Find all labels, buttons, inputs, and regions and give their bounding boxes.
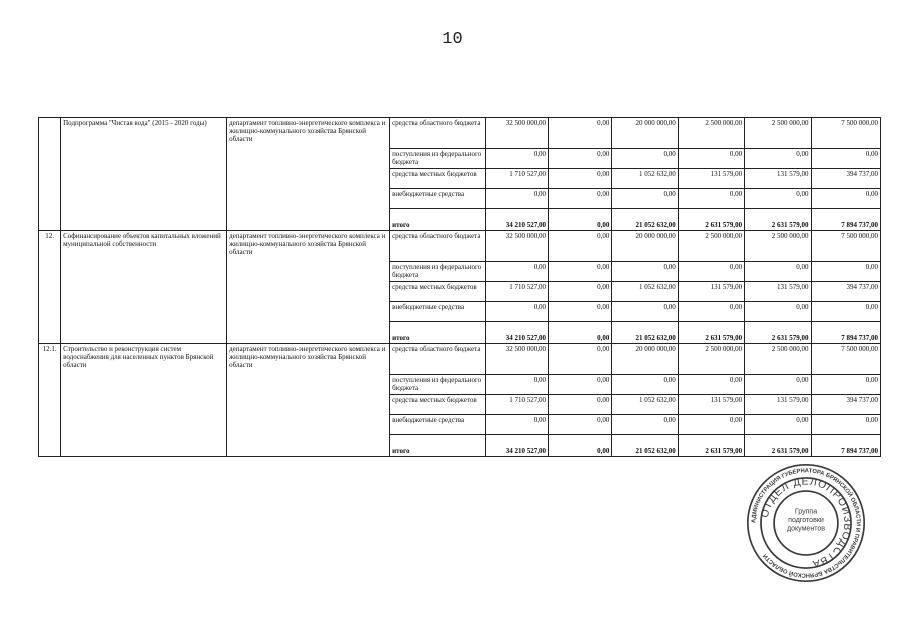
stamp-outer-text: АДМИНИСТРАЦИЯ ГУБЕРНАТОРА БРЯНСКОЙ ОБЛАСТИ И ПРАВИТЕЛЬСТВА БРЯНСКОЙ ОБЛАСТИ (751, 468, 861, 578)
amount-cell: 1 052 632,00 (612, 282, 678, 302)
amount-cell: 1 710 527,00 (485, 395, 548, 415)
funding-source: внебюджетные средства (390, 189, 486, 209)
funding-source: средства местных бюджетов (390, 395, 486, 415)
amount-cell: 2 631 579,00 (678, 322, 744, 344)
official-stamp (745, 462, 867, 584)
amount-cell: 34 210 527,00 (485, 209, 548, 231)
amount-cell: 0,00 (811, 149, 880, 169)
funding-source: итого (390, 209, 486, 231)
amount-cell: 0,00 (549, 375, 612, 395)
amount-cell: 0,00 (811, 415, 880, 435)
amount-cell: 0,00 (745, 189, 811, 209)
amount-cell: 2 500 000,00 (745, 118, 811, 149)
amount-cell: 2 631 579,00 (678, 209, 744, 231)
row-number: 12. (39, 231, 61, 344)
table-row (39, 118, 881, 149)
page-number: 10 (442, 30, 463, 49)
amount-cell: 1 710 527,00 (485, 282, 548, 302)
amount-cell: 0,00 (612, 302, 678, 322)
amount-cell: 0,00 (678, 375, 744, 395)
amount-cell: 0,00 (549, 302, 612, 322)
amount-cell: 2 631 579,00 (745, 435, 811, 457)
amount-cell: 131 579,00 (678, 169, 744, 189)
amount-cell: 0,00 (485, 375, 548, 395)
measure-name: Строительство и реконструкция систем водоснабжения для населенных пунктов Брянской области (61, 344, 227, 457)
funding-source: поступления из федерального бюджета (390, 375, 486, 395)
amount-cell: 131 579,00 (745, 395, 811, 415)
funding-source: средства местных бюджетов (390, 169, 486, 189)
amount-cell: 0,00 (549, 209, 612, 231)
amount-cell: 7 894 737,00 (811, 322, 880, 344)
amount-cell: 2 500 000,00 (745, 344, 811, 375)
executor-name: департамент топливно-энергетического комплекса и жилищно-коммунального хозяйства Брянской области (227, 231, 390, 344)
amount-cell: 131 579,00 (745, 169, 811, 189)
amount-cell: 0,00 (811, 302, 880, 322)
amount-cell: 0,00 (549, 169, 612, 189)
amount-cell: 32 500 000,00 (485, 344, 548, 375)
amount-cell: 394 737,00 (811, 395, 880, 415)
amount-cell: 0,00 (612, 189, 678, 209)
amount-cell: 21 052 632,00 (612, 209, 678, 231)
funding-source: поступления из федерального бюджета (390, 262, 486, 282)
amount-cell: 0,00 (745, 415, 811, 435)
amount-cell: 1 710 527,00 (485, 169, 548, 189)
amount-cell: 131 579,00 (745, 282, 811, 302)
amount-cell: 34 210 527,00 (485, 322, 548, 344)
amount-cell: 0,00 (811, 375, 880, 395)
amount-cell: 131 579,00 (678, 282, 744, 302)
amount-cell: 0,00 (549, 395, 612, 415)
executor-name: департамент топливно-энергетического комплекса и жилищно-коммунального хозяйства Брянской области (227, 118, 390, 231)
amount-cell: 2 631 579,00 (678, 435, 744, 457)
amount-cell: 0,00 (549, 149, 612, 169)
amount-cell: 7 894 737,00 (811, 209, 880, 231)
amount-cell: 0,00 (485, 149, 548, 169)
budget-table (38, 117, 881, 457)
amount-cell: 0,00 (745, 262, 811, 282)
funding-source: средства областного бюджета (390, 118, 486, 149)
funding-source: средства областного бюджета (390, 231, 486, 262)
amount-cell: 2 500 000,00 (678, 344, 744, 375)
amount-cell: 131 579,00 (678, 395, 744, 415)
table-row (39, 344, 881, 375)
amount-cell: 0,00 (678, 149, 744, 169)
executor-name: департамент топливно-энергетического комплекса и жилищно-коммунального хозяйства Брянской области (227, 344, 390, 457)
table-row (39, 231, 881, 262)
funding-source: средства местных бюджетов (390, 282, 486, 302)
amount-cell: 32 500 000,00 (485, 118, 548, 149)
row-number (39, 118, 61, 231)
amount-cell: 0,00 (549, 322, 612, 344)
funding-source: внебюджетные средства (390, 302, 486, 322)
measure-name: Софинансирование объектов капитальных вложений муниципальной собственности (61, 231, 227, 344)
stamp-inner-text: ОТДЕЛ ДЕЛОПРОИЗВОДСТВА (759, 476, 853, 570)
amount-cell: 20 000 000,00 (612, 344, 678, 375)
amount-cell: 0,00 (811, 189, 880, 209)
amount-cell: 34 210 527,00 (485, 435, 548, 457)
funding-source: средства областного бюджета (390, 344, 486, 375)
amount-cell: 0,00 (745, 375, 811, 395)
row-number: 12.1. (39, 344, 61, 457)
amount-cell: 2 500 000,00 (678, 231, 744, 262)
amount-cell: 0,00 (549, 118, 612, 149)
funding-source: поступления из федерального бюджета (390, 149, 486, 169)
amount-cell: 2 500 000,00 (745, 231, 811, 262)
amount-cell: 0,00 (549, 262, 612, 282)
stamp-center-text: Группа подготовки документов (786, 507, 826, 533)
funding-source: итого (390, 322, 486, 344)
amount-cell: 32 500 000,00 (485, 231, 548, 262)
amount-cell: 1 052 632,00 (612, 169, 678, 189)
amount-cell: 0,00 (678, 302, 744, 322)
amount-cell: 0,00 (485, 262, 548, 282)
funding-source: итого (390, 435, 486, 457)
amount-cell: 21 052 632,00 (612, 435, 678, 457)
amount-cell: 0,00 (549, 231, 612, 262)
amount-cell: 0,00 (678, 189, 744, 209)
amount-cell: 0,00 (612, 375, 678, 395)
amount-cell: 0,00 (811, 262, 880, 282)
amount-cell: 2 500 000,00 (678, 118, 744, 149)
amount-cell: 0,00 (612, 415, 678, 435)
amount-cell: 2 631 579,00 (745, 322, 811, 344)
amount-cell: 0,00 (678, 415, 744, 435)
amount-cell: 7 500 000,00 (811, 231, 880, 262)
amount-cell: 7 894 737,00 (811, 435, 880, 457)
amount-cell: 20 000 000,00 (612, 118, 678, 149)
amount-cell: 0,00 (678, 262, 744, 282)
amount-cell: 0,00 (485, 189, 548, 209)
amount-cell: 0,00 (745, 302, 811, 322)
amount-cell: 0,00 (549, 189, 612, 209)
amount-cell: 0,00 (549, 344, 612, 375)
amount-cell: 0,00 (549, 435, 612, 457)
amount-cell: 394 737,00 (811, 282, 880, 302)
amount-cell: 0,00 (612, 149, 678, 169)
amount-cell: 7 500 000,00 (811, 344, 880, 375)
amount-cell: 2 631 579,00 (745, 209, 811, 231)
funding-source: внебюджетные средства (390, 415, 486, 435)
amount-cell: 7 500 000,00 (811, 118, 880, 149)
amount-cell: 0,00 (549, 282, 612, 302)
amount-cell: 1 052 632,00 (612, 395, 678, 415)
amount-cell: 21 052 632,00 (612, 322, 678, 344)
amount-cell: 394 737,00 (811, 169, 880, 189)
amount-cell: 0,00 (549, 415, 612, 435)
measure-name: Подпрограмма "Чистая вода" (2015 - 2020 годы) (61, 118, 227, 231)
amount-cell: 0,00 (745, 149, 811, 169)
amount-cell: 0,00 (485, 302, 548, 322)
amount-cell: 20 000 000,00 (612, 231, 678, 262)
amount-cell: 0,00 (485, 415, 548, 435)
amount-cell: 0,00 (612, 262, 678, 282)
